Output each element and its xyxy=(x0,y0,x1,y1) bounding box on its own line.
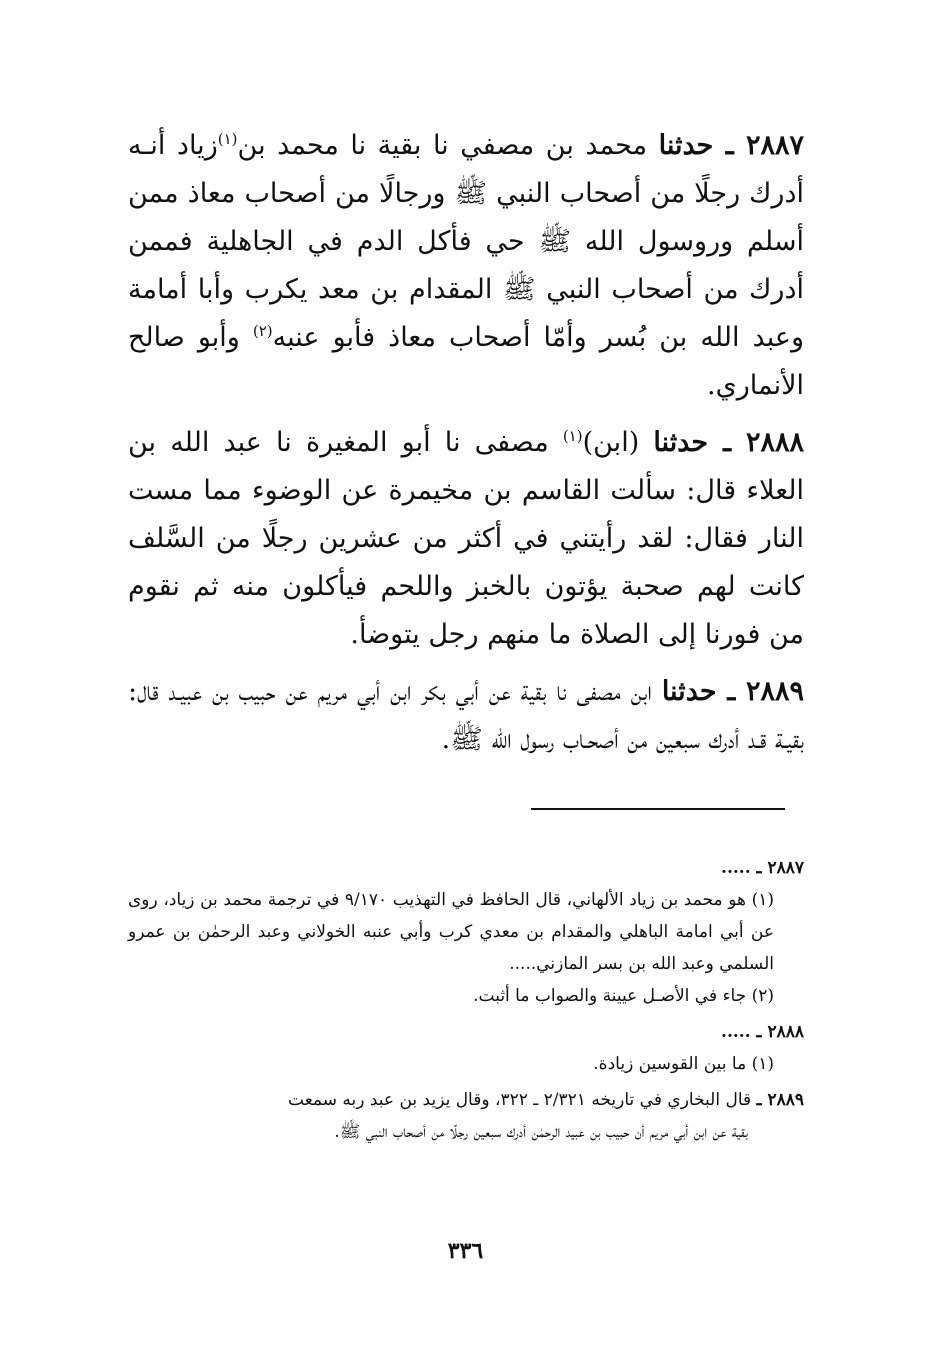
hadith-lead-word: حدثنا xyxy=(661,676,717,707)
footnote-group-2888 xyxy=(128,1016,804,1080)
hadith-number: ٢٨٨٩ xyxy=(745,676,804,707)
footnote-divider xyxy=(531,808,785,810)
footnote-marker: (١) xyxy=(217,130,238,148)
hadith-lead-word: حدثنا xyxy=(653,427,709,458)
hadith-number: ٢٨٨٧ xyxy=(745,130,804,161)
footnote-group-2887 xyxy=(128,852,804,1012)
footnote-text: (١) ما بين القوسين زيادة. xyxy=(593,1054,774,1074)
hadith-2889: ٢٨٨٩ ـ حدثنا ابن مصفى نا بقية عن أبي بكر ابن أبي مريم عن حبيب بن عبيـد قال: بقيـة قـد أدرك سبعين من أصحـاب رسول الله ﷺ. xyxy=(128,676,804,755)
hadith-2887: ٢٨٨٧ ـ حدثنا محمد بن مصفي نا بقية نا محمد بن$^{(١)}$زياد أنـه أدرك رجلًا من أصحاب النبي ﷺ ورجالًا من أصحاب معاذ ممن أسلم وروسول الله ﷺ حي فأكل الدم في الجاهلية فممن أدرك من أصحاب النبي ﷺ المقدام بن معد يكرب وأبا أمامة وعبد الله بن بُسر وأمّا أصحاب معاذ فأبو عنبه$^{(٢)}$ وأبو صالح الأنماري. xyxy=(128,130,804,401)
footnote-marker: (٢) xyxy=(252,322,273,340)
footnote-marker: (١) xyxy=(562,427,583,445)
hadith-2888: ٢٨٨٨ ـ حدثنا (ابن)$^{(١)}$ مصفى نا أبو المغيرة نا عبد الله بن العلاء قال: سألت القاسم بن مخيمرة عن الوضوء مما مست النار فقال: لقد رأيتني في أكثر من عشرين رجلًا من السَّلف كانت لهم صحبة يؤتون بالخبز واللحم فيأكلون منه ثم نقوم من فورنا إلى الصلاة ما منهم رجل يتوضأ. xyxy=(128,427,804,650)
hadith-lead-word: حدثنا xyxy=(658,130,714,161)
footnote-text: قال البخاري في تاريخه ٢/٣٢١ ـ ٣٢٢، وقال يزيد بن عبد ربه سمعت xyxy=(288,1090,757,1110)
footnote-text: (١) هو محمد بن زياد الألهاني، قال الحافظ في التهذيب ٩/١٧٠ في ترجمة محمد بن زياد، روى عن أبي امامة الباهلي والمقدام بن معدي كرب وأبي عنبه الخولاني وعبد الرحمٰن بن عمرو السلمي وعبد الله بن بسر المازني..... xyxy=(128,890,774,974)
footnotes xyxy=(128,852,804,1152)
footnote-heading: ٢٨٨٩ ـ xyxy=(756,1090,804,1110)
main-text xyxy=(128,122,804,773)
footnote-heading: ٢٨٨٧ ـ ..... xyxy=(721,858,804,878)
page-number: ٣٣٦ xyxy=(447,1238,484,1264)
footnote-group-2889 xyxy=(128,1084,804,1148)
hadith-number: ٢٨٨٨ xyxy=(745,427,804,458)
footnote-text-continuation: بقية عن ابن أبي مريم أن حبيب بن عبيد الرحمٰن أدرك سبعين رجلًا من أصحاب النبي ﷺ. xyxy=(334,1122,748,1142)
footnote-text: (٢) جاء في الأصـل عيينة والصواب ما أثبت. xyxy=(473,986,774,1006)
footnote-heading: ٢٨٨٨ ـ ..... xyxy=(721,1022,804,1042)
